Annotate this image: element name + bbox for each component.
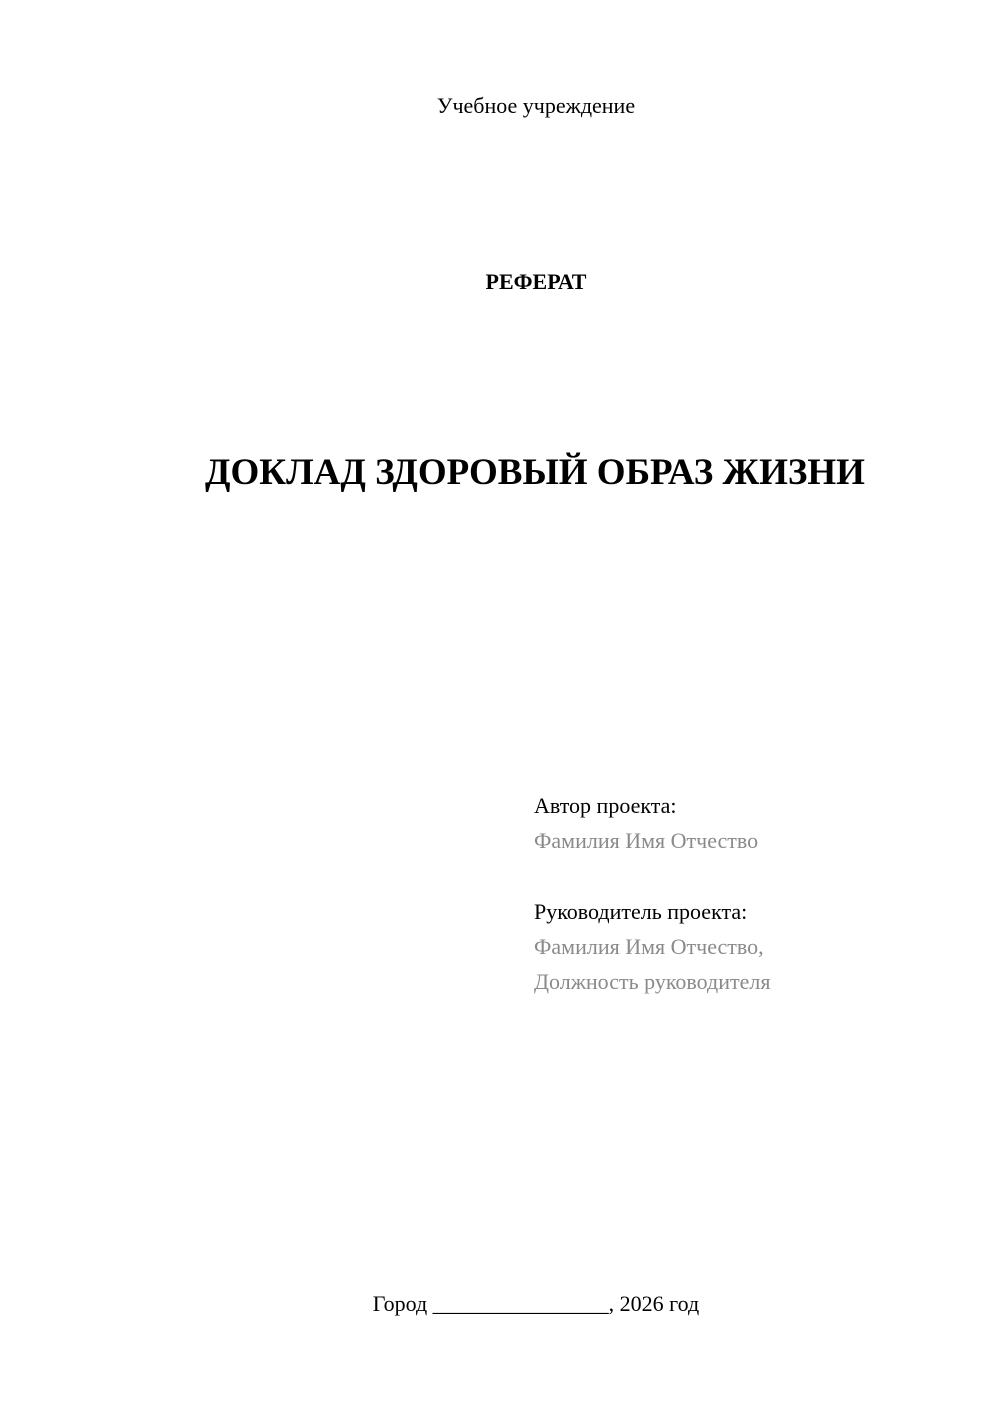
institution-name: Учебное учреждение — [436, 93, 636, 118]
author-label: Автор проекта: — [534, 793, 677, 818]
credits-block — [534, 788, 974, 999]
document-title: ДОКЛАД ЗДОРОВЫЙ ОБРАЗ ЖИЗНИ — [205, 452, 865, 493]
author-name: Фамилия Имя Отчество — [534, 828, 759, 853]
supervisor-name: Фамилия Имя Отчество, — [534, 934, 764, 959]
city-year-line: Город ________________, 2026 год — [372, 1291, 700, 1316]
supervisor-position: Должность руководителя — [534, 969, 771, 994]
credits-spacer — [534, 858, 974, 894]
supervisor-label: Руководитель проекта: — [534, 899, 748, 924]
document-type: РЕФЕРАТ — [485, 269, 587, 294]
